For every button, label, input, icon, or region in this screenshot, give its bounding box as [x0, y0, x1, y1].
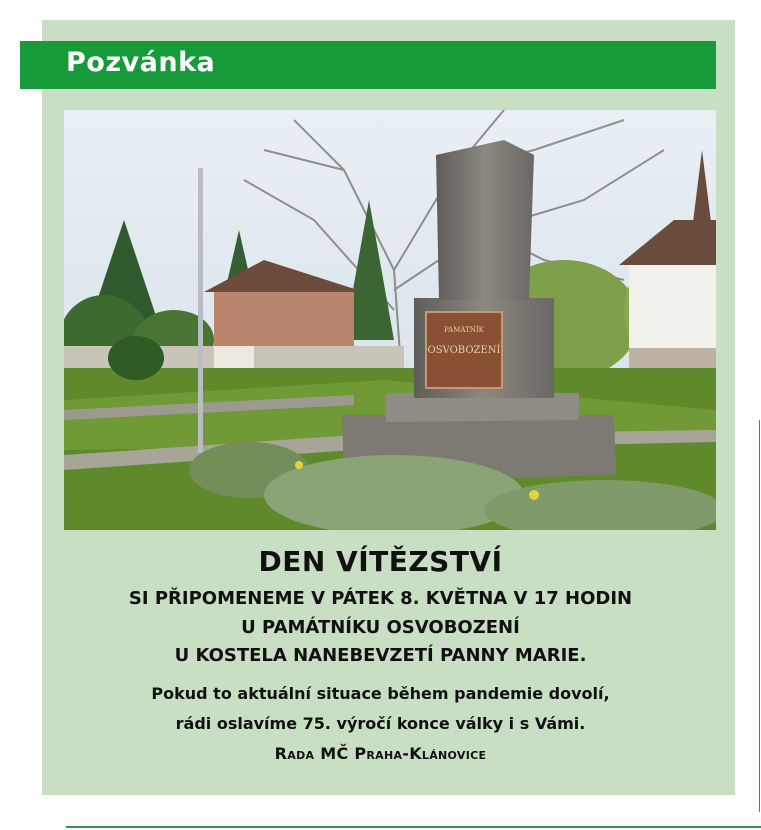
banner-title: Pozvánka: [66, 47, 216, 78]
plaque-text-2: OSVOBOZENÍ: [427, 345, 501, 356]
event-place-line: U PAMÁTNÍKU OSVOBOZENÍ: [241, 617, 520, 638]
event-date-line: SI PŘIPOMENEME V PÁTEK 8. KVĚTNA V 17 HODIN: [128, 588, 633, 609]
bottom-divider: [66, 826, 761, 828]
plaque-text-1: PAMÁTNÍK: [444, 326, 484, 334]
memorial-photo: [64, 110, 716, 530]
event-title: DEN VÍTĚZSTVÍ: [258, 545, 503, 578]
event-church-line: U KOSTELA NANEBEVZETÍ PANNY MARIE.: [174, 645, 587, 666]
signature: Rada MČ Praha-Klánovice: [274, 744, 487, 763]
event-note-line-2: rádi oslavíme 75. výročí konce války i s Vámi.: [175, 714, 586, 733]
event-note-line-1: Pokud to aktuální situace během pandemie dovolí,: [151, 684, 610, 703]
section-banner: [20, 41, 716, 89]
right-divider: [759, 420, 760, 812]
